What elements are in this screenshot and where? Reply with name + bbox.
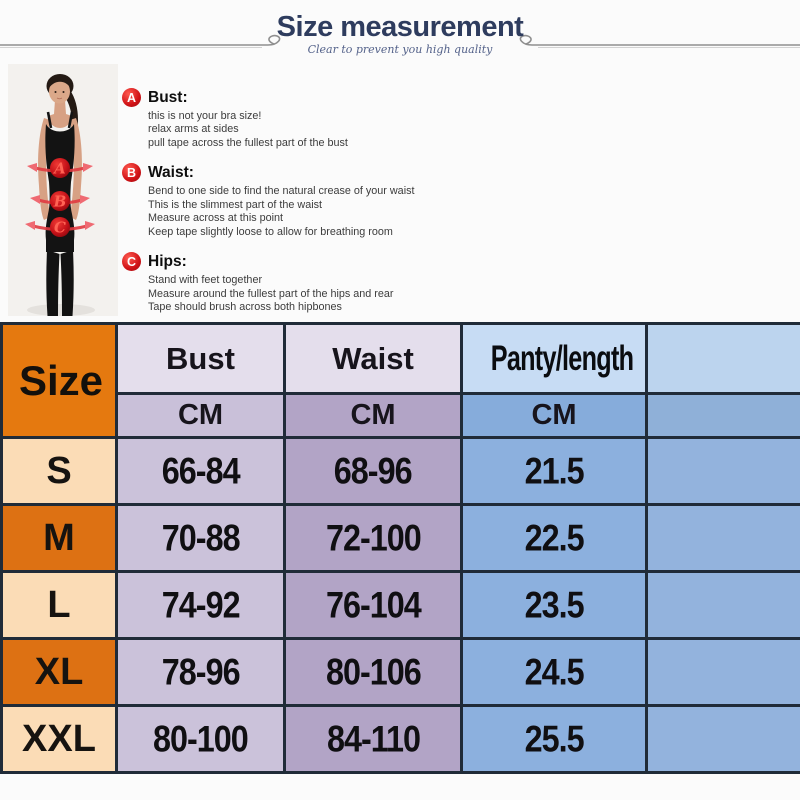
unit-panty: CM	[462, 394, 647, 438]
hips-line: Tape should brush across both hipbones	[148, 301, 342, 314]
col-header-bust: Bust	[117, 324, 285, 394]
title-band	[0, 10, 800, 62]
flourish-left-icon	[0, 34, 298, 54]
waist-value: 68-96	[285, 438, 462, 505]
panty-length-value: 24.5	[462, 639, 647, 706]
extra-value	[647, 505, 800, 572]
figure-marker-c: C	[54, 218, 66, 237]
waist-value: 72-100	[285, 505, 462, 572]
table-row	[2, 639, 800, 706]
badge-a-icon: A	[122, 88, 141, 107]
waist-line: Bend to one side to find the natural crease of your waist	[148, 185, 415, 198]
panty-length-value: 25.5	[462, 706, 647, 773]
hips-label: Hips:	[148, 252, 187, 270]
size-cell-xxl: XXL	[2, 706, 117, 773]
col-header-extra	[647, 324, 800, 394]
size-header-cell: Size	[2, 324, 117, 438]
size-cell-l: L	[2, 572, 117, 639]
table-row	[2, 505, 800, 572]
waist-line: This is the slimmest part of the waist	[148, 198, 323, 211]
table-row	[2, 572, 800, 639]
figure-marker-b: B	[53, 192, 67, 211]
col-header-panty-length: Panty/length	[462, 324, 647, 394]
hips-line: Stand with feet together	[148, 274, 263, 287]
table-row	[2, 706, 800, 773]
waist-value: 80-106	[285, 639, 462, 706]
size-cell-xl: XL	[2, 639, 117, 706]
badge-c-icon: C	[122, 252, 141, 271]
bust-value: 66-84	[117, 438, 285, 505]
size-table-section	[0, 322, 800, 774]
bust-value: 80-100	[117, 706, 285, 773]
measurement-instructions	[122, 88, 552, 315]
bust-value: 78-96	[117, 639, 285, 706]
page-title: Size measurement	[276, 11, 524, 43]
hips-line: Measure around the fullest part of the hips and rear	[148, 287, 394, 300]
figure-marker-a: A	[54, 159, 66, 178]
unit-waist: CM	[285, 394, 462, 438]
woman-figure	[8, 64, 118, 316]
table-row	[2, 438, 800, 505]
measurement-guide	[0, 62, 800, 322]
bust-label: Bust:	[148, 88, 188, 106]
waist-label: Waist:	[148, 163, 194, 181]
panty-length-value: 21.5	[462, 438, 647, 505]
waist-section	[122, 163, 552, 239]
size-cell-m: M	[2, 505, 117, 572]
waist-value: 76-104	[285, 572, 462, 639]
extra-value	[647, 438, 800, 505]
bust-line: this is not your bra size!	[148, 110, 262, 122]
bust-line: relax arms at sides	[148, 123, 239, 136]
extra-value	[647, 706, 800, 773]
extra-value	[647, 639, 800, 706]
model-photo	[8, 64, 118, 316]
waist-value: 84-110	[285, 706, 462, 773]
bust-value: 70-88	[117, 505, 285, 572]
waist-line: Measure across at this point	[148, 212, 284, 225]
size-table	[0, 322, 800, 774]
panty-length-value: 22.5	[462, 505, 647, 572]
unit-extra	[647, 394, 800, 438]
size-cell-s: S	[2, 438, 117, 505]
flourish-right-icon	[502, 34, 800, 54]
col-header-waist: Waist	[285, 324, 462, 394]
extra-value	[647, 572, 800, 639]
title-block	[277, 12, 524, 56]
hips-section	[122, 252, 552, 314]
bust-value: 74-92	[117, 572, 285, 639]
page-subtitle: Clear to prevent you high quality	[307, 43, 493, 57]
waist-line: Keep tape slightly loose to allow for breathing room	[148, 225, 393, 238]
panty-length-value: 23.5	[462, 572, 647, 639]
badge-b-icon: B	[122, 163, 141, 182]
unit-bust: CM	[117, 394, 285, 438]
bust-line: pull tape across the fullest part of the bust	[148, 136, 348, 149]
bust-section	[122, 88, 552, 150]
